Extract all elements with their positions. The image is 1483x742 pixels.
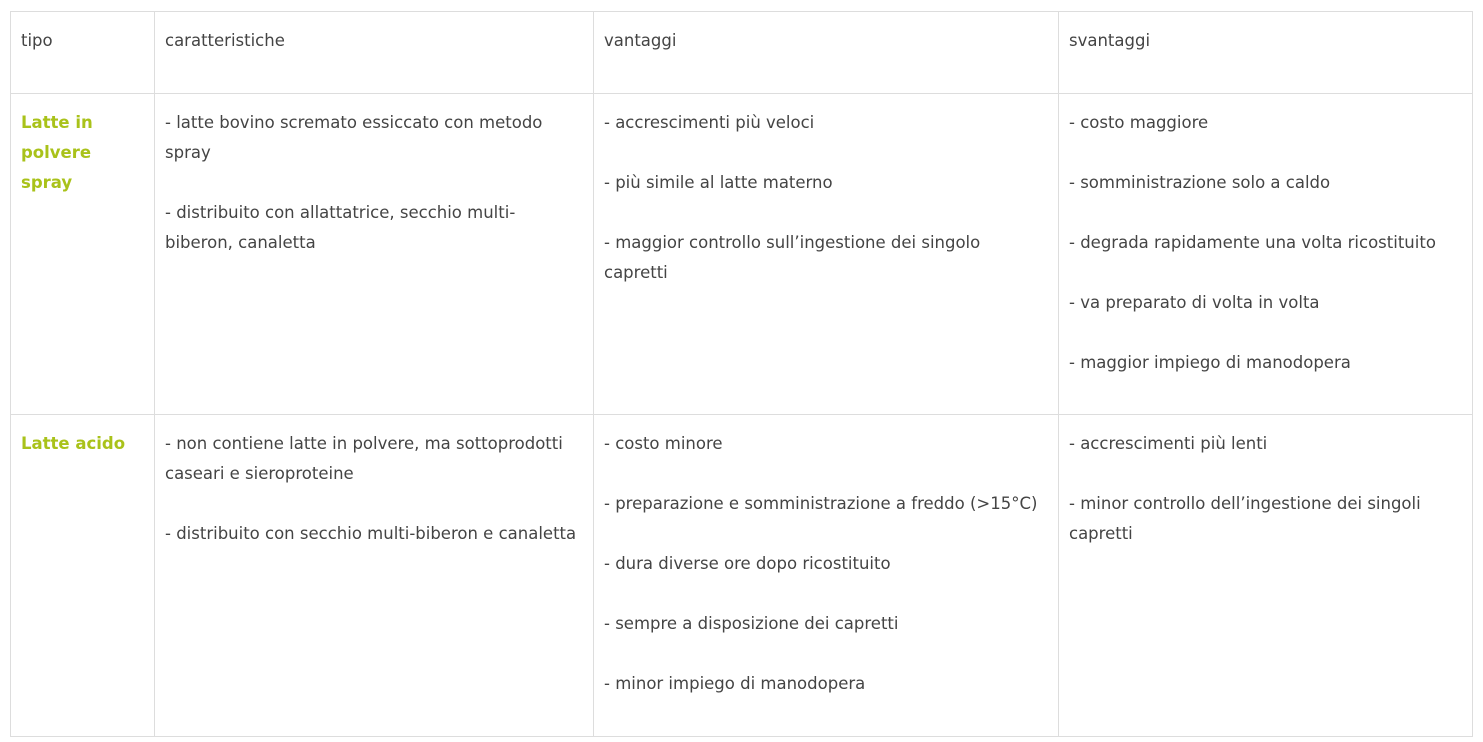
type-cell	[11, 94, 155, 415]
header-caratteristiche: caratteristiche	[155, 12, 594, 94]
list-item: - costo minore	[604, 434, 723, 453]
type-label: Latte acido	[21, 434, 126, 453]
list-item: - distribuito con allattatrice, secchio multi-biberon, canaletta	[165, 203, 516, 252]
table-row	[11, 415, 1473, 737]
comparison-table-container	[10, 11, 1472, 737]
list-item: - più simile al latte materno	[604, 173, 833, 192]
type-cell	[11, 415, 155, 737]
header-svantaggi: svantaggi	[1059, 12, 1473, 94]
list-item: - maggior controllo sull’ingestione dei singolo capretti	[604, 233, 981, 282]
caratteristiche-cell	[155, 415, 594, 737]
vantaggi-cell	[594, 94, 1059, 415]
header-vantaggi: vantaggi	[594, 12, 1059, 94]
list-item: - degrada rapidamente una volta ricostituito	[1069, 233, 1436, 252]
list-item: - sempre a disposizione dei capretti	[604, 614, 899, 633]
vantaggi-cell	[594, 415, 1059, 737]
svantaggi-cell	[1059, 94, 1473, 415]
list-item: - distribuito con secchio multi-biberon e canaletta	[165, 524, 577, 543]
list-item: - maggior impiego di manodopera	[1069, 353, 1351, 372]
list-item: - latte bovino scremato essiccato con metodo spray	[165, 113, 543, 162]
header-tipo: tipo	[11, 12, 155, 94]
table-row	[11, 94, 1473, 415]
list-item: - dura diverse ore dopo ricostituito	[604, 554, 891, 573]
list-item: - va preparato di volta in volta	[1069, 293, 1320, 312]
comparison-table	[10, 11, 1473, 737]
list-item: - accrescimenti più veloci	[604, 113, 815, 132]
list-item: - minor impiego di manodopera	[604, 674, 866, 693]
list-item: - accrescimenti più lenti	[1069, 434, 1268, 453]
caratteristiche-cell	[155, 94, 594, 415]
list-item: - non contiene latte in polvere, ma sottoprodotti caseari e sieroproteine	[165, 434, 563, 483]
type-label-line: polvere spray	[21, 143, 92, 192]
list-item: - somministrazione solo a caldo	[1069, 173, 1331, 192]
list-item: - minor controllo dell’ingestione dei singoli capretti	[1069, 494, 1421, 543]
svantaggi-cell	[1059, 415, 1473, 737]
type-label-line: Latte in	[21, 113, 93, 132]
table-header-row	[11, 12, 1473, 94]
list-item: - costo maggiore	[1069, 113, 1209, 132]
list-item: - preparazione e somministrazione a freddo (>15°C)	[604, 494, 1038, 513]
